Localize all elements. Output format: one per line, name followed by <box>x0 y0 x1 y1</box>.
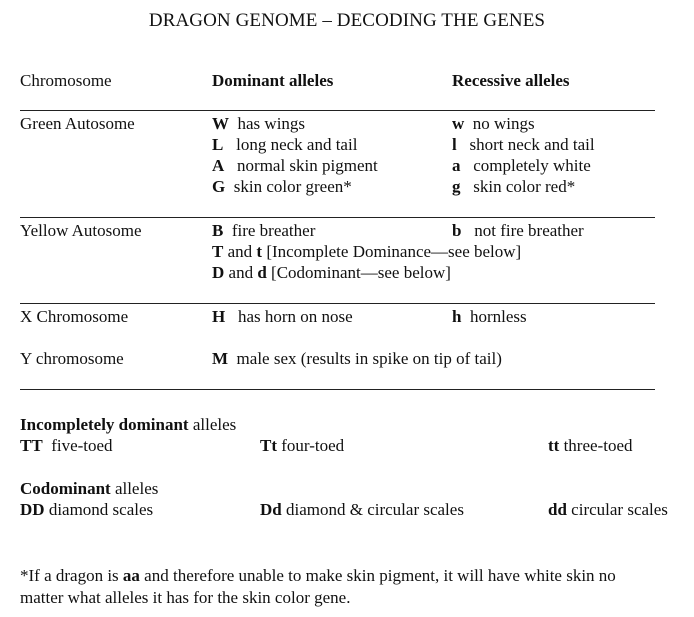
header-recessive: Recessive alleles <box>452 71 570 90</box>
genotype-tt: tt three-toed <box>548 436 633 455</box>
allele-G: G skin color green* <box>212 177 352 196</box>
codominant-heading: Codominant alleles <box>20 479 159 498</box>
header-dominant: Dominant alleles <box>212 71 334 90</box>
genotype-Tt: Tt four-toed <box>260 436 345 455</box>
footnote-line-2: matter what alleles it has for the skin color gene. <box>20 588 351 607</box>
allele-W: W has wings <box>212 114 306 133</box>
allele-g: g skin color red* <box>452 177 576 196</box>
footnote-line-1: *If a dragon is aa and therefore unable to make skin pigment, it will have white skin no <box>20 566 616 585</box>
allele-l: l short neck and tail <box>452 135 595 154</box>
allele-b: b not fire breather <box>452 221 584 240</box>
allele-D-d: D and d [Codominant—see below] <box>212 263 451 282</box>
yellow-autosome-label: Yellow Autosome <box>20 221 142 240</box>
divider <box>20 389 655 390</box>
y-chromosome-label: Y chromosome <box>20 349 124 368</box>
x-chromosome-label: X Chromosome <box>20 307 129 326</box>
divider <box>20 217 655 218</box>
green-autosome-label: Green Autosome <box>20 114 135 133</box>
genotype-Dd: Dd diamond & circular scales <box>260 500 464 519</box>
allele-h: h hornless <box>452 307 527 326</box>
incomplete-heading: Incompletely dominant alleles <box>20 415 237 434</box>
allele-w: w no wings <box>452 114 535 133</box>
header-chromosome: Chromosome <box>20 71 112 90</box>
allele-a: a completely white <box>452 156 591 175</box>
allele-H: H has horn on nose <box>212 307 353 326</box>
genotype-dd: dd circular scales <box>548 500 668 519</box>
divider <box>20 110 655 111</box>
divider <box>20 303 655 304</box>
allele-L: L long neck and tail <box>212 135 358 154</box>
allele-T-t: T and t [Incomplete Dominance—see below] <box>212 242 522 261</box>
page-title: DRAGON GENOME – DECODING THE GENES <box>148 10 546 31</box>
genotype-DD: DD diamond scales <box>20 500 154 519</box>
allele-A: A normal skin pigment <box>212 156 378 175</box>
allele-B: B fire breather <box>212 221 316 240</box>
allele-M: M male sex (results in spike on tip of tail) <box>212 349 502 368</box>
genotype-TT: TT five-toed <box>20 436 113 455</box>
